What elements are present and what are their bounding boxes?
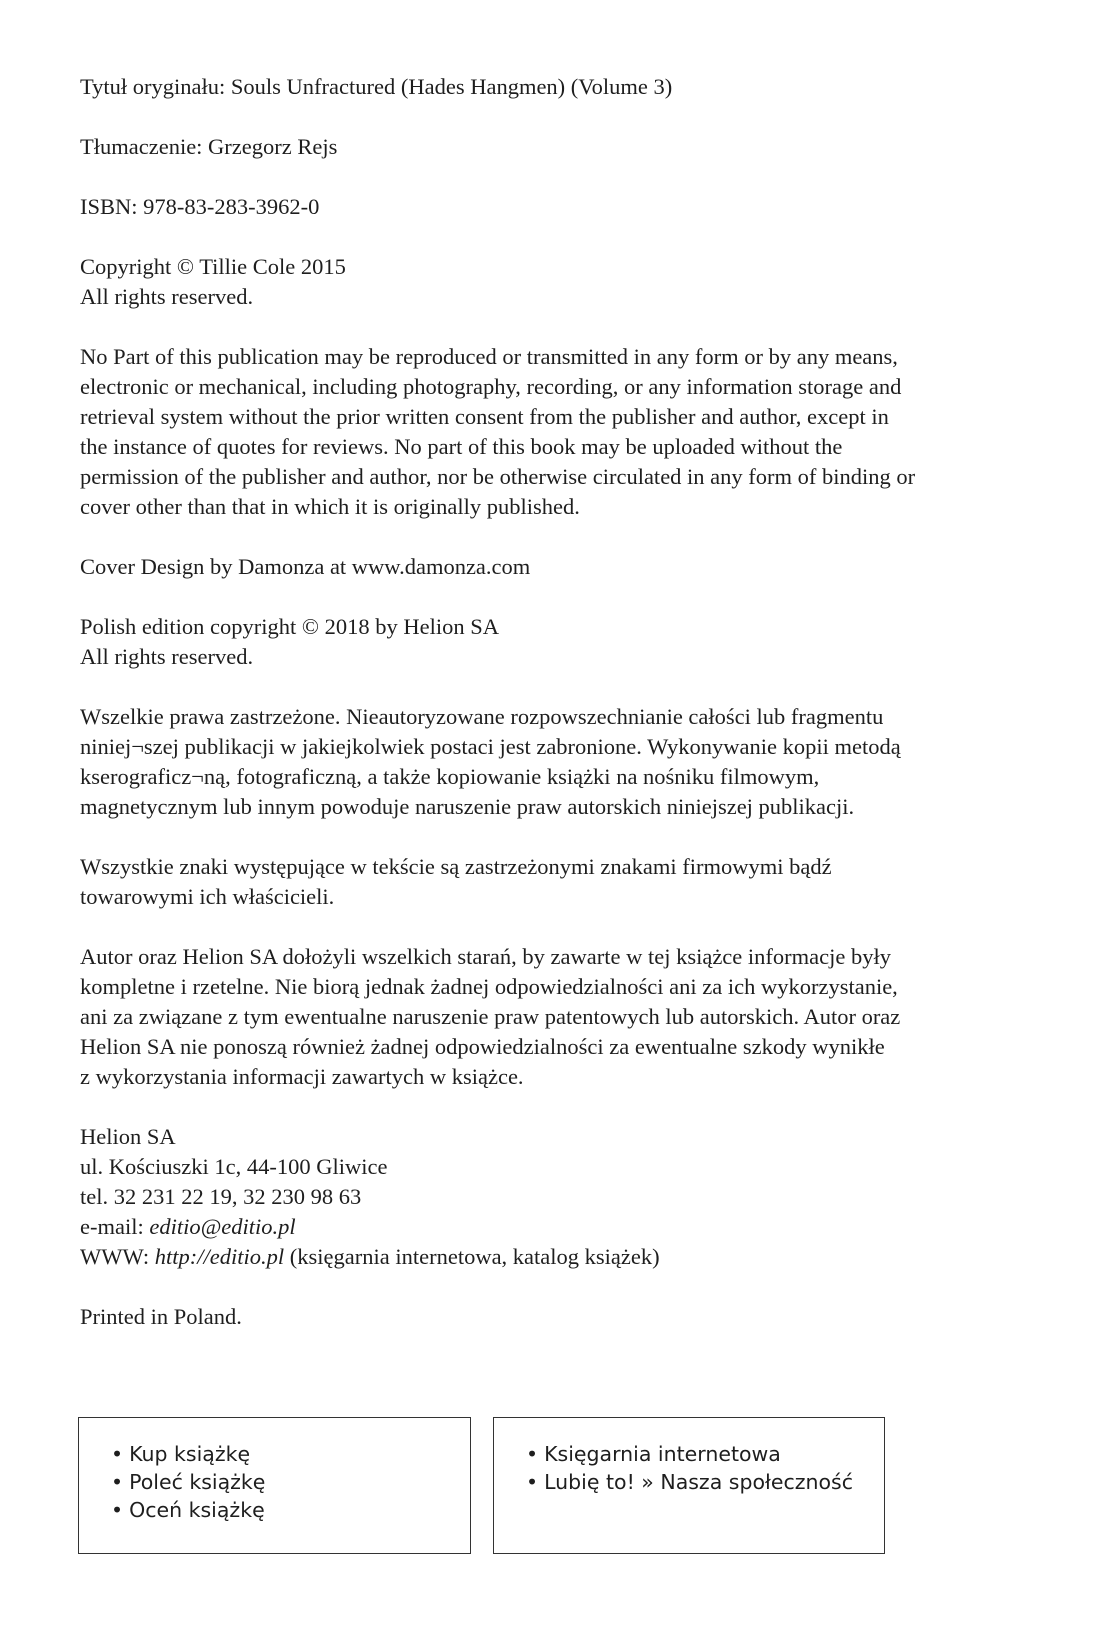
notice-line: Helion SA nie ponoszą również żadnej odpowiedzialności za ewentualne szkody wynikłe	[80, 1034, 885, 1059]
notice-line: kompletne i rzetelne. Nie biorą jednak żadnej odpowiedzialności ani za ich wykorzystanie,	[80, 974, 898, 999]
notice-line: electronic or mechanical, including photography, recording, or any information storage and	[80, 374, 902, 399]
copyright-block	[80, 252, 1040, 312]
isbn: ISBN: 978-83-283-3962-0	[80, 194, 320, 219]
polish-notice	[80, 702, 1040, 822]
publisher-contact	[80, 1122, 1040, 1272]
notice-line: Wszelkie prawa zastrzeżone. Nieautoryzowane rozpowszechnianie całości lub fragmentu	[80, 704, 884, 729]
buy-book-link[interactable]: • Kup książkę	[111, 1440, 265, 1468]
polish-copyright-line: Polish edition copyright © 2018 by Helion SA	[80, 614, 499, 639]
notice-line: z wykorzystania informacji zawartych w książce.	[80, 1064, 524, 1089]
printed-in: Printed in Poland.	[80, 1304, 242, 1329]
rights-reserved: All rights reserved.	[80, 284, 254, 309]
notice-line: retrieval system without the prior written consent from the publisher and author, except in	[80, 404, 889, 429]
publisher-phone: tel. 32 231 22 19, 32 230 98 63	[80, 1184, 362, 1209]
notice-line: magnetycznym lub innym powoduje naruszenie praw autorskich niniejszej publikacji.	[80, 794, 855, 819]
notice-line: the instance of quotes for reviews. No part of this book may be uploaded without the	[80, 434, 843, 459]
www-description: (księgarnia internetowa, katalog książek)	[284, 1244, 660, 1269]
www-label: WWW:	[80, 1244, 155, 1269]
email-label: e-mail:	[80, 1214, 150, 1239]
store-links-list	[526, 1440, 853, 1496]
online-bookstore-link[interactable]: • Księgarnia internetowa	[526, 1440, 853, 1468]
publisher-email-line	[80, 1212, 1040, 1242]
publisher-www-line	[80, 1242, 1040, 1272]
rate-book-link[interactable]: • Oceń książkę	[111, 1496, 265, 1524]
notice-line: Wszystkie znaki występujące w tekście są zastrzeżonymi znakami firmowymi bądź	[80, 854, 832, 879]
trademarks-notice	[80, 852, 1040, 912]
book-actions-list	[111, 1440, 265, 1524]
notice-line: towarowymi ich właścicieli.	[80, 884, 335, 909]
notice-line: Autor oraz Helion SA dołożyli wszelkich starań, by zawarte w tej książce informacje były	[80, 944, 891, 969]
cover-design: Cover Design by Damonza at www.damonza.com	[80, 554, 531, 579]
community-link[interactable]: • Lubię to! » Nasza społeczność	[526, 1468, 853, 1496]
notice-line: kserograficz¬ną, fotograficzną, a także kopiowanie książki na nośniku filmowym,	[80, 764, 820, 789]
copyright-line: Copyright © Tillie Cole 2015	[80, 254, 346, 279]
english-notice	[80, 342, 1040, 522]
book-actions-box	[78, 1417, 471, 1554]
notice-line: cover other than that in which it is originally published.	[80, 494, 580, 519]
notice-line: permission of the publisher and author, nor be otherwise circulated in any form of binding or	[80, 464, 916, 489]
copyright-page	[80, 72, 1040, 1332]
email-link[interactable]: editio@editio.pl	[149, 1214, 296, 1239]
disclaimer-notice	[80, 942, 1040, 1092]
www-link[interactable]: http://editio.pl	[154, 1244, 285, 1269]
polish-copyright-block	[80, 612, 1040, 672]
store-links-box	[493, 1417, 885, 1554]
publisher-address: ul. Kościuszki 1c, 44-100 Gliwice	[80, 1154, 388, 1179]
notice-line: ani za związane z tym ewentualne naruszenie praw patentowych lub autorskich. Autor oraz	[80, 1004, 901, 1029]
publisher-name: Helion SA	[80, 1124, 176, 1149]
translator: Tłumaczenie: Grzegorz Rejs	[80, 134, 338, 159]
recommend-book-link[interactable]: • Poleć książkę	[111, 1468, 265, 1496]
rights-reserved: All rights reserved.	[80, 644, 254, 669]
notice-line: niniej¬szej publikacji w jakiejkolwiek postaci jest zabronione. Wykonywanie kopii metodą	[80, 734, 901, 759]
original-title: Tytuł oryginału: Souls Unfractured (Hades Hangmen) (Volume 3)	[80, 74, 673, 99]
notice-line: No Part of this publication may be reproduced or transmitted in any form or by any means,	[80, 344, 898, 369]
